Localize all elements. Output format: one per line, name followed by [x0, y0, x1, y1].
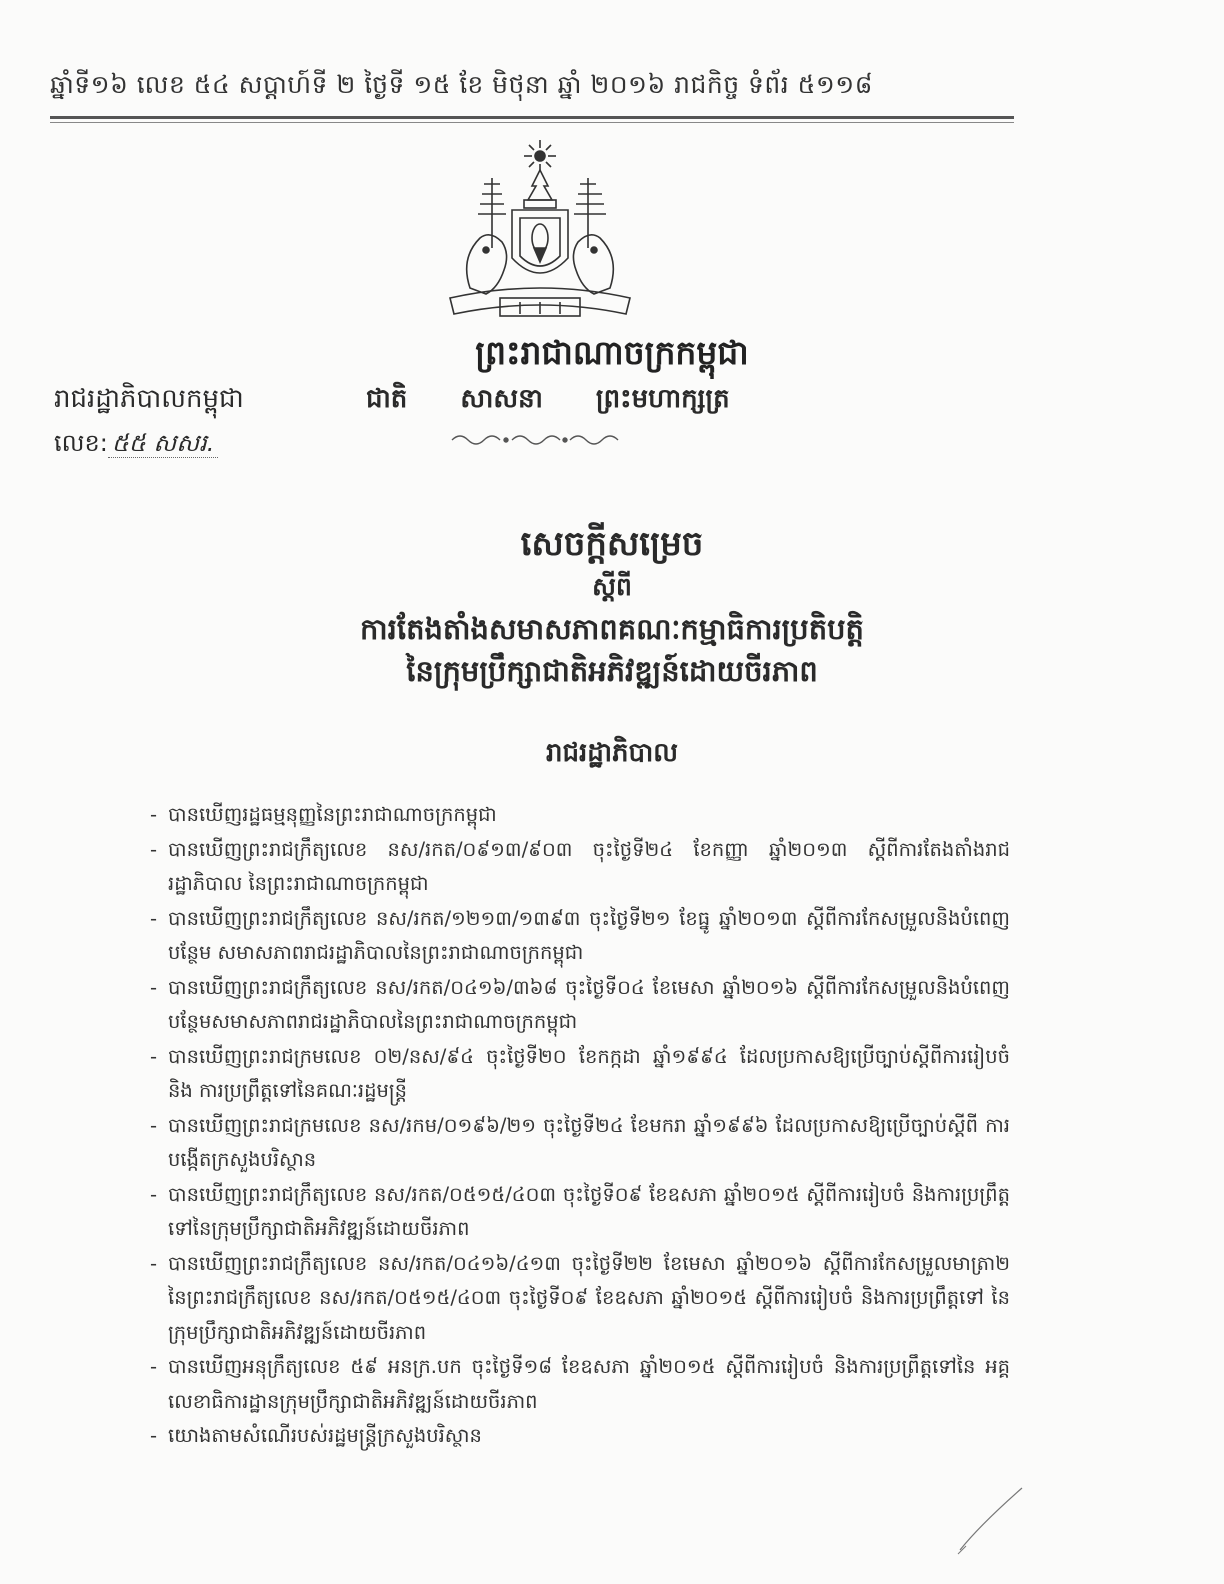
- decision-subject: [0, 608, 1224, 692]
- government-name: រាជរដ្ឋាភិបាលកម្ពុជា: [54, 384, 244, 414]
- header-rule-thin: [50, 122, 1014, 123]
- clause-marker: -: [150, 975, 158, 999]
- government-heading: រាជរដ្ឋាភិបាល: [545, 738, 679, 768]
- motto-religion: សាសនា: [460, 384, 543, 414]
- clause-text: បានឃើញរដ្ឋធម្មនុញ្ញនៃព្រះរាជាណាចក្រកម្ពុជា: [168, 803, 497, 826]
- clause-item: [150, 1247, 1010, 1351]
- clause-text: បានឃើញព្រះរាជក្រឹត្យលេខ នស/រកត/០៩១៣/៩០៣ ចុះថ្ងៃទី២៤ ខែកញ្ញា ឆ្នាំ២០១៣ ស្តីពីការតែងតាំងរាជរដ្ឋាភិបាល នៃព្រះរាជាណាចក្រកម្ពុជា: [168, 837, 1010, 895]
- decision-subject-line-1: ការតែងតាំងសមាសភាពគណៈកម្មាធិការប្រតិបត្តិ: [360, 612, 864, 646]
- clause-marker: -: [150, 1251, 158, 1275]
- clause-item: [150, 1350, 1010, 1419]
- clause-item: [150, 1178, 1010, 1247]
- clause-text: បានឃើញព្រះរាជក្រឹត្យលេខ នស/រកត/០៤១៦/៣៦៨ ចុះថ្ងៃទី០៤ ខែមេសា ឆ្នាំ២០១៦ ស្តីពីការកែសម្រួលនិងបំពេញ បន្ថែមសមាសភាពរាជរដ្ឋាភិបាលនៃព្រះរាជាណាចក្រកម្ពុជា: [168, 975, 1010, 1033]
- clause-text: បានឃើញព្រះរាជក្រឹត្យលេខ នស/រកត/០៤១៦/៤១៣ ចុះថ្ងៃទី២២ ខែមេសា ឆ្នាំ២០១៦ ស្តីពីការកែសម្រួលមាត្រា២ នៃព្រះរាជក្រឹត្យលេខ នស/រកត/០៥១៥/៤០៣ ចុះថ្ងៃទី០៩ ខែឧសភា ឆ្នាំ២០១៥ ស្តីពីការរៀបចំ និងការប្រព្រឹត្តទៅ នៃក្រុមប្រឹក្សាជាតិអភិវឌ្ឍន៍ដោយចីរភាព: [168, 1251, 1010, 1344]
- clause-marker: -: [150, 1424, 158, 1447]
- gazette-header: ឆ្នាំទី១៦ លេខ ៥៤ សប្តាហ៍ទី ២ ថ្ងៃទី ១៥ ខែ មិថុនា ឆ្នាំ ២០១៦ រាជកិច្ច ទំព័រ ៥១១៨: [50, 70, 873, 99]
- clause-text: បានឃើញអនុក្រឹត្យលេខ ៥៩ អនក្រ.បក ចុះថ្ងៃទី១៨ ខែឧសភា ឆ្នាំ២០១៥ ស្តីពីការរៀបចំ និងការប្រព្រឹត្តទៅនៃ អគ្គលេខាធិការដ្ឋានក្រុមប្រឹក្សាជាតិអភិវឌ្ឍន៍ដោយចីរភាព: [168, 1355, 1010, 1413]
- clause-item: [150, 833, 1010, 902]
- clause-item: [150, 971, 1010, 1040]
- decision-title: សេចក្តីសម្រេច: [520, 524, 704, 564]
- clause-text: យោងតាមសំណើរបស់រដ្ឋមន្ត្រីក្រសួងបរិស្ថាន: [168, 1424, 482, 1447]
- kingdom-title: ព្រះរាជាណាចក្រកម្ពុជា: [475, 333, 749, 372]
- clause-item: [150, 1109, 1010, 1178]
- clause-marker: -: [150, 1044, 158, 1068]
- clause-item: [150, 798, 1010, 833]
- sunburst-icon: [524, 140, 556, 170]
- divider-ornament-icon: [450, 432, 620, 448]
- clause-marker: -: [150, 1355, 158, 1378]
- clause-item: [150, 902, 1010, 971]
- clause-marker: -: [150, 837, 158, 861]
- clause-text: បានឃើញព្រះរាជក្រមលេខ ០២/នស/៩៤ ចុះថ្ងៃទី២០ ខែកក្កដា ឆ្នាំ១៩៩៤ ដែលប្រកាសឱ្យប្រើច្បាប់ស្តីពីការរៀបចំ និង ការប្រព្រឹត្តទៅនៃគណៈរដ្ឋមន្ត្រី: [168, 1044, 1010, 1102]
- decision-subject-line-2: នៃក្រុមប្រឹក្សាជាតិអភិវឌ្ឍន៍ដោយចីរភាព: [406, 654, 818, 688]
- clause-text: បានឃើញព្រះរាជក្រឹត្យលេខ នស/រកត/១២១៣/១៣៩៣ ចុះថ្ងៃទី២១ ខែធ្នូ ឆ្នាំ២០១៣ ស្តីពីការកែសម្រួលនិងបំពេញបន្ថែម សមាសភាពរាជរដ្ឋាភិបាលនៃព្រះរាជាណាចក្រកម្ពុជា: [168, 906, 1010, 964]
- clause-marker: -: [150, 1182, 158, 1206]
- pen-stroke-mark: [950, 1480, 1030, 1560]
- document-number-value: ៥៥ សសរ.: [108, 429, 219, 458]
- clause-item: [150, 1040, 1010, 1109]
- motto-nation: ជាតិ: [366, 384, 408, 414]
- national-motto: [366, 382, 774, 420]
- decision-on-label: ស្តីពី: [592, 572, 632, 601]
- motto-king: ព្រះមហាក្សត្រ: [595, 384, 730, 414]
- clause-text: បានឃើញព្រះរាជក្រមលេខ នស/រកម/០១៩៦/២១ ចុះថ្ងៃទី២៤ ខែមករា ឆ្នាំ១៩៩៦ ដែលប្រកាសឱ្យប្រើច្បាប់ស្តីពី ការបង្កើតក្រសួងបរិស្ថាន: [168, 1113, 1010, 1171]
- clause-text: បានឃើញព្រះរាជក្រឹត្យលេខ នស/រកត/០៥១៥/៤០៣ ចុះថ្ងៃទី០៩ ខែឧសភា ឆ្នាំ២០១៥ ស្តីពីការរៀបចំ និងការប្រព្រឹត្ត ទៅនៃក្រុមប្រឹក្សាជាតិអភិវឌ្ឍន៍ដោយចីរភាព: [168, 1182, 1010, 1240]
- preamble-clauses: [150, 798, 1010, 1454]
- royal-coat-of-arms-icon: [440, 138, 640, 328]
- header-rule: [50, 116, 1014, 119]
- clause-marker: -: [150, 1113, 158, 1137]
- document-number-label: លេខ:: [54, 429, 108, 457]
- clause-marker: -: [150, 906, 158, 930]
- clause-marker: -: [150, 803, 158, 826]
- clause-item: [150, 1419, 1010, 1454]
- document-number: [54, 428, 218, 463]
